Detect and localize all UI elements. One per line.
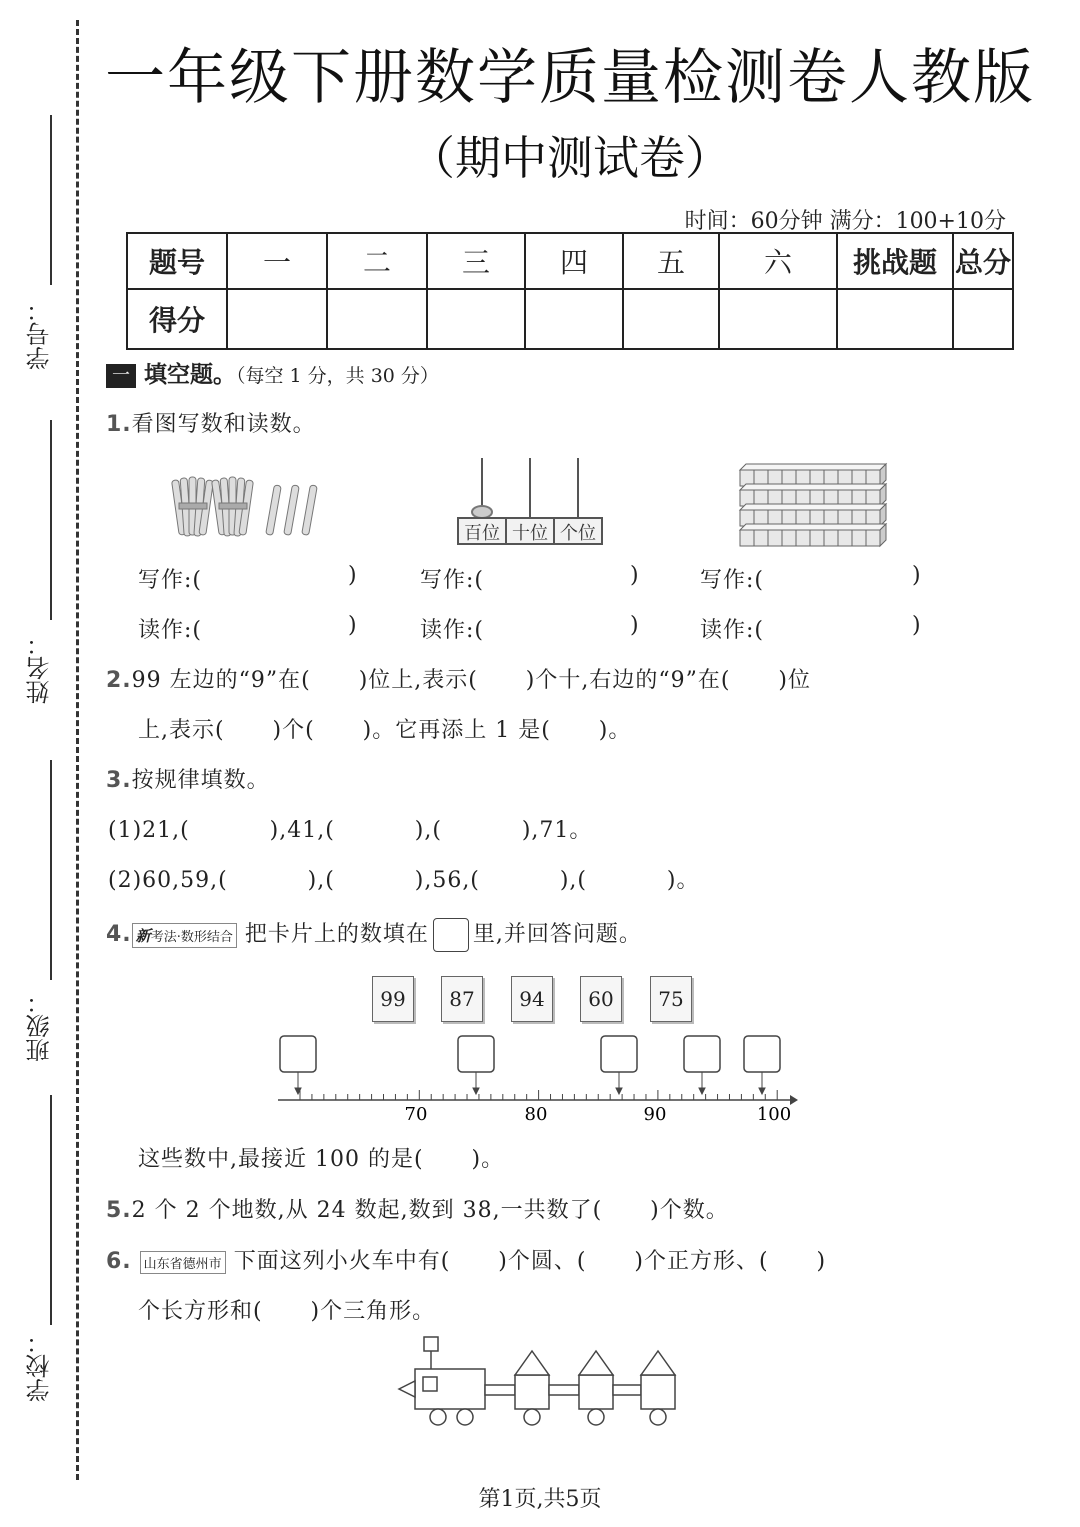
- q1-write-row-a: [138, 563, 202, 594]
- question-text: 下面这列小火车中有( )个圆、( )个正方形、( ): [233, 1249, 827, 1274]
- read-label: 读作:(: [700, 618, 764, 643]
- number-card[interactable]: 99: [372, 976, 414, 1022]
- write-label: 写作:(: [138, 568, 202, 593]
- score-cell[interactable]: [327, 289, 427, 349]
- binding-dashed-line: [76, 20, 79, 1480]
- number-line: [270, 1030, 810, 1130]
- question-6: [106, 1244, 826, 1275]
- car-square: [579, 1375, 613, 1409]
- axis-label-100: 100: [756, 1104, 792, 1125]
- question-5: [106, 1193, 729, 1224]
- front-triangle: [399, 1381, 415, 1397]
- question-number: 3.: [106, 768, 132, 793]
- score-row-label: 得分: [127, 289, 227, 349]
- page-footer: 第1页,共5页: [478, 1487, 602, 1512]
- blank-close[interactable]: ): [630, 563, 640, 588]
- header-cell: 总分: [953, 233, 1013, 289]
- chimney-square: [424, 1337, 438, 1351]
- wheel-circle: [524, 1409, 540, 1425]
- blank-close[interactable]: ): [912, 563, 922, 588]
- banji-label: 班级：: [26, 990, 54, 1062]
- question-number: 2.: [106, 668, 132, 693]
- answer-box[interactable]: [601, 1036, 637, 1072]
- question-text: 99 左边的“9”在( )位上,表示( )个十,右边的“9”在( )位: [131, 668, 812, 693]
- write-label: 写作:(: [700, 568, 764, 593]
- number-card[interactable]: 94: [511, 976, 553, 1022]
- question-1: [106, 407, 316, 438]
- blank-close[interactable]: ): [348, 563, 358, 588]
- question-text-b: 里,并回答问题。: [472, 922, 642, 947]
- wheel-circle: [588, 1409, 604, 1425]
- answer-box[interactable]: [458, 1036, 494, 1072]
- answer-box[interactable]: [280, 1036, 316, 1072]
- region-tag: 山东省德州市: [140, 1251, 226, 1274]
- score-cell[interactable]: [525, 289, 623, 349]
- score-cell[interactable]: [227, 289, 327, 349]
- section-note: （每空 1 分，共 30 分）: [236, 365, 439, 387]
- abacus-label-ones: 个位: [560, 523, 596, 544]
- train-image: [395, 1335, 685, 1435]
- score-cell[interactable]: [837, 289, 953, 349]
- section-badge: 一: [106, 364, 136, 388]
- score-table-score-row: [127, 289, 1013, 349]
- read-label: 读作:(: [420, 618, 484, 643]
- wheel-circle: [430, 1409, 446, 1425]
- score-cell[interactable]: [427, 289, 525, 349]
- section-title: 填空题。: [144, 362, 236, 388]
- car-square: [641, 1375, 675, 1409]
- cube-rods-image: [740, 464, 886, 546]
- score-cell[interactable]: [719, 289, 837, 349]
- q1-figures: [160, 450, 1060, 560]
- section-heading: [106, 356, 439, 389]
- question-number: 5.: [106, 1198, 132, 1223]
- header-cell: 五: [623, 233, 719, 289]
- abacus-label-tens: 十位: [512, 523, 548, 544]
- xuehao-line: [50, 115, 52, 285]
- answer-box[interactable]: [684, 1036, 720, 1072]
- header-cell: 三: [427, 233, 525, 289]
- xuexiao-line: [50, 1095, 52, 1325]
- number-card[interactable]: 87: [441, 976, 483, 1022]
- abacus-label-hundreds: 百位: [464, 523, 500, 544]
- question-2-line2: 上,表示( )个( )。它再添上 1 是( )。: [138, 718, 632, 743]
- header-cell: 挑战题: [837, 233, 953, 289]
- question-text: 看图写数和读数。: [131, 412, 316, 437]
- roof-triangle: [579, 1351, 613, 1375]
- axis-arrow-icon: [790, 1095, 798, 1105]
- header-cell: 题号: [127, 233, 227, 289]
- blank-close[interactable]: ): [912, 613, 922, 638]
- page-subtitle: （期中测试卷）: [409, 131, 731, 185]
- number-card[interactable]: 60: [580, 976, 622, 1022]
- blank-close[interactable]: ): [630, 613, 640, 638]
- question-4-answer: 这些数中,最接近 100 的是( )。: [138, 1147, 505, 1172]
- header-cell: 二: [327, 233, 427, 289]
- car-square: [515, 1375, 549, 1409]
- stick-bundle-image: [172, 477, 318, 536]
- header-cell: 一: [227, 233, 327, 289]
- axis-label-90: 90: [643, 1104, 667, 1125]
- roof-triangle: [515, 1351, 549, 1375]
- question-number: 1.: [106, 412, 132, 437]
- score-table: [126, 232, 1014, 350]
- question-3: [106, 763, 270, 794]
- axis-label-80: 80: [524, 1104, 548, 1125]
- time-info: 时间：60分钟 满分：100+10分: [684, 209, 1006, 234]
- score-cell[interactable]: [623, 289, 719, 349]
- question-4: [106, 917, 642, 952]
- roof-triangle: [641, 1351, 675, 1375]
- question-6-line2: 个长方形和( )个三角形。: [138, 1299, 436, 1324]
- window-square: [423, 1377, 437, 1391]
- axis-label-70: 70: [404, 1104, 428, 1125]
- score-table-header-row: [127, 233, 1013, 289]
- tag-text: 考法·数形结合: [150, 929, 233, 945]
- xingming-line: [50, 420, 52, 620]
- header-cell: 四: [525, 233, 623, 289]
- answer-box[interactable]: [744, 1036, 780, 1072]
- question-number: 4.: [106, 922, 132, 947]
- question-3-part1: (1)21,( ),41,( ),( ),71。: [108, 818, 593, 843]
- xuehao-label: 学号：: [26, 298, 54, 370]
- write-label: 写作:(: [420, 568, 484, 593]
- wheel-circle: [650, 1409, 666, 1425]
- xuexiao-label: 学校：: [26, 1330, 54, 1402]
- answer-box-icon: [433, 918, 469, 952]
- number-card[interactable]: 75: [650, 976, 692, 1022]
- tag-new: 新: [135, 926, 151, 945]
- question-3-part2: (2)60,59,( ),( ),56,( ),( )。: [108, 868, 700, 893]
- question-text: 2 个 2 个地数,从 24 数起,数到 38,一共数了( )个数。: [131, 1198, 729, 1223]
- header-cell: 六: [719, 233, 837, 289]
- question-text-a: 把卡片上的数填在: [244, 922, 429, 947]
- blank-close[interactable]: ): [348, 613, 358, 638]
- read-label: 读作:(: [138, 618, 202, 643]
- page-title: 一年级下册数学质量检测卷人教版: [105, 43, 1035, 113]
- xingming-label: 姓名：: [26, 632, 54, 704]
- question-number: 6.: [106, 1249, 132, 1274]
- question-2: [106, 663, 811, 694]
- wheel-circle: [457, 1409, 473, 1425]
- score-cell[interactable]: [953, 289, 1013, 349]
- banji-line: [50, 760, 52, 980]
- question-text: 按规律填数。: [131, 768, 270, 793]
- new-method-tag: [132, 923, 237, 948]
